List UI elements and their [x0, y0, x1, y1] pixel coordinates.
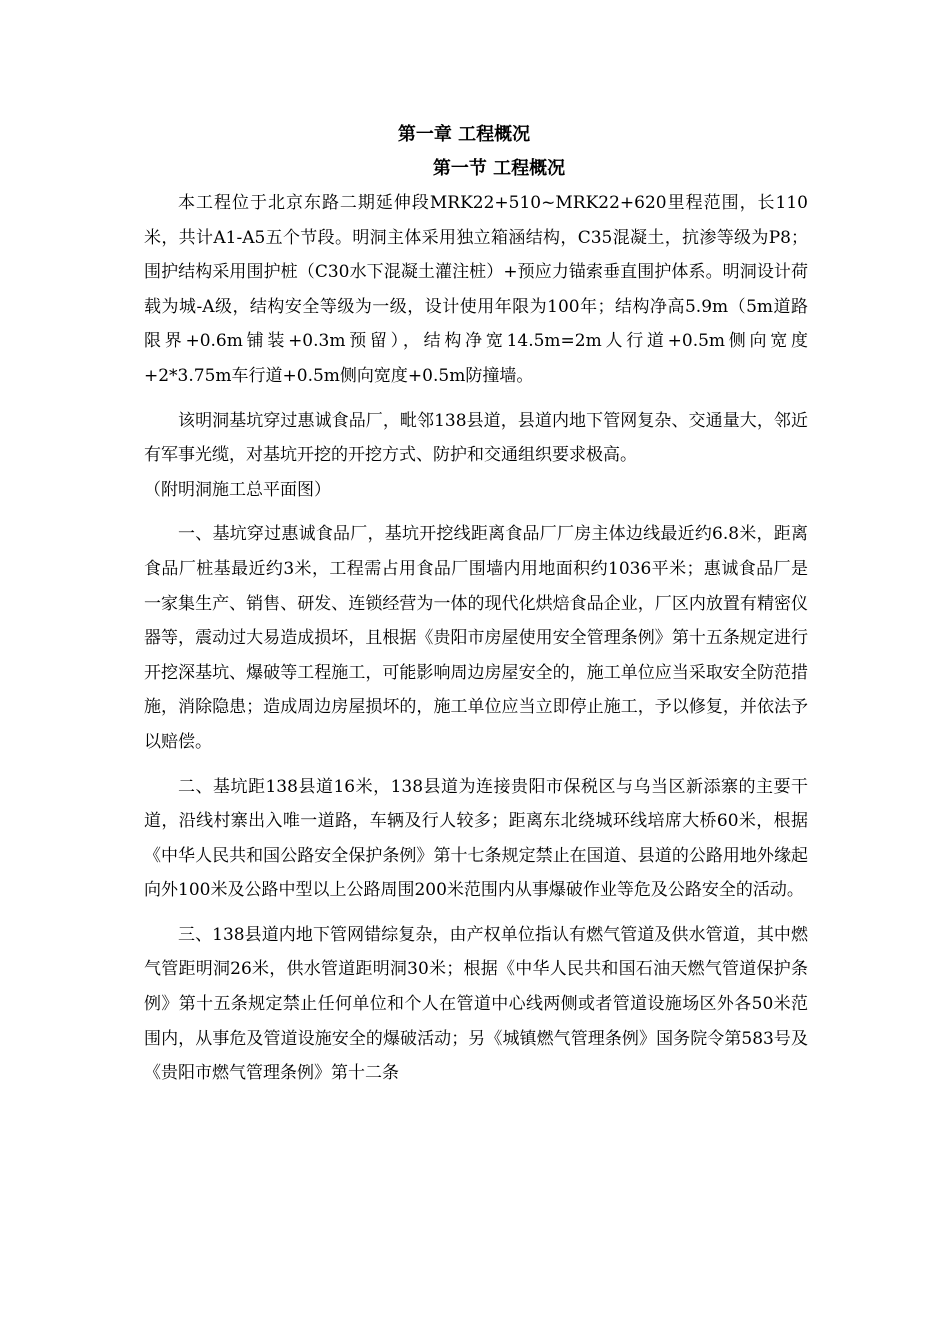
figure-note: （附明洞施工总平面图）	[144, 479, 331, 500]
paragraph-site-conditions: 该明洞基坑穿过惠诚食品厂，毗邻138县道，县道内地下管网复杂、交通量大，邻近有军事光缆，对基坑开挖的开挖方式、防护和交通组织要求极高。	[144, 410, 808, 466]
paragraph-item-2: 二、基坑距138县道16米，138县道为连接贵阳市保税区与乌当区新添寨的主要干道，沿线村寨出入唯一道路，车辆及行人较多；距离东北绕城环线培席大桥60米，根据《中华人民共和国公路安全保护条例》第十七条规定禁止在国道、县道的公路用地外缘起向外100米及公路中型以上公路周围200米范围内从事爆破作业等危及公路安全的活动。	[144, 776, 808, 901]
paragraph-item-3: 三、138县道内地下管网错综复杂，由产权单位指认有燃气管道及供水管道，其中燃气管距明洞26米，供水管道距明洞30米；根据《中华人民共和国石油天燃气管道保护条例》第十五条规定禁止任何单位和个人在管道中心线两侧或者管道设施场区外各50米范围内，从事危及管道设施安全的爆破活动；另《城镇燃气管理条例》国务院令第583号及《贵阳市燃气管理条例》第十二条	[144, 924, 808, 1084]
section-title: 第一节 工程概况	[432, 158, 566, 179]
document-page	[144, 118, 808, 1091]
chapter-title: 第一章 工程概况	[397, 124, 531, 145]
paragraph-project-overview: 本工程位于北京东路二期延伸段MRK22+510~MRK22+620里程范围，长110米，共计A1-A5五个节段。明洞主体采用独立箱涵结构，C35混凝土，抗渗等级为P8；围护结构采用围护桩（C30水下混凝土灌注桩）+预应力锚索垂直围护体系。明洞设计荷载为城-A级，结构安全等级为一级，设计使用年限为100年；结构净高5.9m（5m道路限界+0.6m铺装+0.3m预留），结构净宽14.5m=2m人行道+0.5m侧向宽度+2*3.75m车行道+0.5m侧向宽度+0.5m防撞墙。	[144, 193, 808, 386]
paragraph-item-1: 一、基坑穿过惠诚食品厂，基坑开挖线距离食品厂厂房主体边线最近约6.8米，距离食品厂桩基最近约3米，工程需占用食品厂围墙内用地面积约1036平米；惠诚食品厂是一家集生产、销售、研发、连锁经营为一体的现代化烘焙食品企业，厂区内放置有精密仪器等，震动过大易造成损坏，且根据《贵阳市房屋使用安全管理条例》第十五条规定进行开挖深基坑、爆破等工程施工，可能影响周边房屋安全的，施工单位应当采取安全防范措施，消除隐患；造成周边房屋损坏的，施工单位应当立即停止施工，予以修复，并依法予以赔偿。	[144, 524, 808, 752]
